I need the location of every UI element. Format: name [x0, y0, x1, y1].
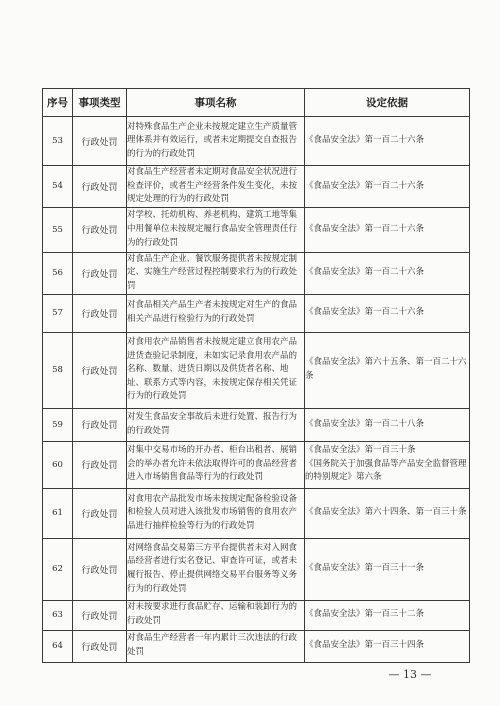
- row-number: 54: [43, 166, 73, 208]
- row-basis: 《食品安全法》第一百二十六条: [305, 207, 470, 252]
- row-number: 63: [43, 600, 73, 630]
- row-name: 对集中交易市场的开办者、柜台出租者、展销会的举办者允许未依法取得许可的食品经营者进入市场销售食品等行为的行政处罚: [127, 441, 305, 488]
- row-name: 对食品生产经营者一年内累计三次违法的行政处罚: [127, 630, 305, 662]
- row-basis: 《食品安全法》第六十四条、第一百三十条: [305, 488, 470, 538]
- row-number: 58: [43, 332, 73, 408]
- table-row: [43, 294, 470, 332]
- row-basis: 《食品安全法》第一百二十六条: [305, 294, 470, 332]
- row-type: 行政处罚: [73, 252, 127, 294]
- row-basis: 《食品安全法》第一百三十条 《国务院关于加强食品等产品安全监督管理的特别规定》第六条: [305, 441, 470, 488]
- row-type: 行政处罚: [73, 294, 127, 332]
- row-type: 行政处罚: [73, 488, 127, 538]
- row-name: 对食用农产品批发市场未按规定配备检验设备和检验人员对进入该批发市场销售的食用农产品进行抽样检验等行为的行政处罚: [127, 488, 305, 538]
- row-type: 行政处罚: [73, 117, 127, 166]
- row-number: 61: [43, 488, 73, 538]
- table-row: [43, 488, 470, 538]
- row-number: 53: [43, 117, 73, 166]
- row-name: 对发生食品安全事故后未进行处置、报告行为的行政处罚: [127, 408, 305, 441]
- row-type: 行政处罚: [73, 408, 127, 441]
- row-name: 对食用农产品销售者未按规定建立食用农产品进货查验记录制度，未如实记录食用农产品的名称、数量、进货日期以及供货者名称、地址、联系方式等内容，未按规定保存相关凭证行为的行政处罚: [127, 332, 305, 408]
- table-row: [43, 207, 470, 252]
- row-type: 行政处罚: [73, 166, 127, 208]
- items-table: [42, 88, 470, 663]
- row-basis: 《食品安全法》第一百三十二条: [305, 600, 470, 630]
- header-item-name: 事项名称: [127, 89, 305, 117]
- row-name: 对未按要求进行食品贮存、运输和装卸行为的行政处罚: [127, 600, 305, 630]
- table-row: [43, 538, 470, 600]
- row-number: 56: [43, 252, 73, 294]
- row-basis: 《食品安全法》第一百三十一条: [305, 538, 470, 600]
- row-number: 57: [43, 294, 73, 332]
- table-row: [43, 332, 470, 408]
- table-header-row: [43, 89, 470, 117]
- row-type: 行政处罚: [73, 630, 127, 662]
- row-number: 59: [43, 408, 73, 441]
- row-number: 64: [43, 630, 73, 662]
- table-row: [43, 166, 470, 208]
- row-name: 对食品生产企业、餐饮服务提供者未按规定制定、实施生产经营过程控制要求行为的行政处罚: [127, 252, 305, 294]
- row-basis: 《食品安全法》第一百二十六条: [305, 117, 470, 166]
- header-item-type: 事项类型: [73, 89, 127, 117]
- table-row: [43, 252, 470, 294]
- row-type: 行政处罚: [73, 207, 127, 252]
- row-name: 对食品相关产品生产者未按规定对生产的食品相关产品进行检验行为的行政处罚: [127, 294, 305, 332]
- row-basis: 《食品安全法》第一百三十四条: [305, 630, 470, 662]
- row-number: 60: [43, 441, 73, 488]
- page-number: — 13 —: [388, 668, 432, 681]
- row-type: 行政处罚: [73, 538, 127, 600]
- header-serial-number: 序号: [43, 89, 73, 117]
- row-basis: 《食品安全法》第一百二十八条: [305, 408, 470, 441]
- row-number: 55: [43, 207, 73, 252]
- table-row: [43, 600, 470, 630]
- row-type: 行政处罚: [73, 332, 127, 408]
- row-basis: 《食品安全法》第一百二十六条: [305, 166, 470, 208]
- row-name: 对特殊食品生产企业未按规定建立生产质量管理体系并有效运行，或者未定期提交自查报告的行为的行政处罚: [127, 117, 305, 166]
- table-row: [43, 630, 470, 662]
- row-basis: 《食品安全法》第一百二十六条: [305, 252, 470, 294]
- table-row: [43, 441, 470, 488]
- row-name: 对学校、托幼机构、养老机构、建筑工地等集中用餐单位未按规定履行食品安全管理责任行为的行政处罚: [127, 207, 305, 252]
- row-number: 62: [43, 538, 73, 600]
- row-type: 行政处罚: [73, 441, 127, 488]
- row-name: 对网络食品交易第三方平台提供者未对入网食品经营者进行实名登记、审查许可证，或者未履行报告、停止提供网络交易平台服务等义务行为的行政处罚: [127, 538, 305, 600]
- row-basis: 《食品安全法》第六十五条、第一百二十六条: [305, 332, 470, 408]
- header-legal-basis: 设定依据: [305, 89, 470, 117]
- row-type: 行政处罚: [73, 600, 127, 630]
- table-row: [43, 117, 470, 166]
- row-name: 对食品生产经营者未定期对食品安全状况进行检查评价，或者生产经营条件发生变化，未按规定处理的行为的行政处罚: [127, 166, 305, 208]
- table-row: [43, 408, 470, 441]
